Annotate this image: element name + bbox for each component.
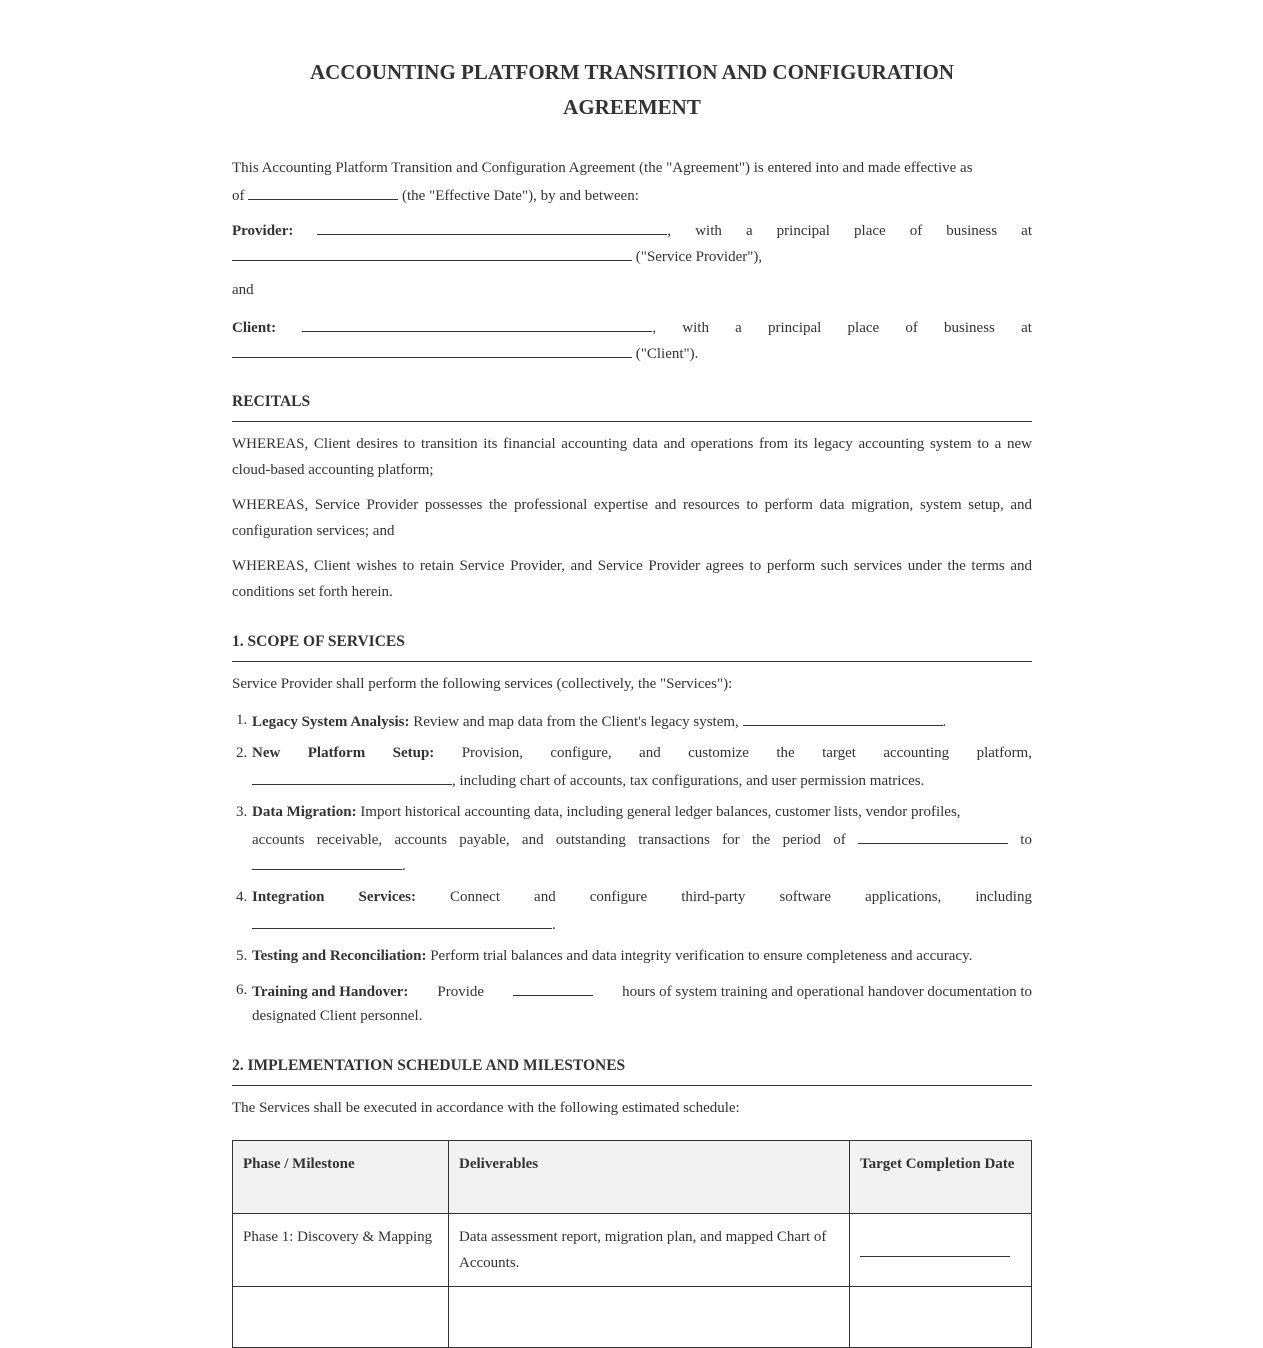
table-header-row bbox=[233, 1141, 1032, 1214]
provider-line bbox=[232, 216, 1032, 244]
legacy-system-blank[interactable] bbox=[743, 707, 943, 726]
column-header: Target Completion Date bbox=[850, 1141, 1032, 1214]
intro-effective-date-text: (the "Effective Date"), by and between: bbox=[402, 188, 639, 204]
item-word: configure, bbox=[550, 745, 612, 761]
completion-date-blank[interactable] bbox=[860, 1238, 1010, 1257]
intro-of: of bbox=[232, 188, 245, 204]
item-word: software bbox=[779, 889, 832, 905]
item-word: to bbox=[1020, 832, 1032, 848]
item-word: accounts bbox=[252, 832, 305, 848]
item-title: Data Migration: bbox=[252, 804, 357, 820]
item-title: New bbox=[252, 745, 281, 761]
item-title: Legacy System Analysis: bbox=[252, 714, 410, 730]
scope-heading: 1. SCOPE OF SERVICES bbox=[232, 631, 1032, 662]
schedule-intro: The Services shall be executed in accordance with the following estimated schedule: bbox=[232, 1100, 740, 1116]
item-word: and bbox=[534, 889, 556, 905]
provider-word: with bbox=[695, 223, 722, 239]
item-title: Integration bbox=[252, 889, 325, 905]
column-header: Deliverables bbox=[449, 1141, 850, 1214]
list-number: 3. bbox=[236, 804, 248, 820]
item-text: designated Client personnel. bbox=[252, 1008, 423, 1024]
provider-comma: , bbox=[667, 223, 672, 239]
schedule-heading: 2. IMPLEMENTATION SCHEDULE AND MILESTONES bbox=[232, 1055, 1032, 1086]
item-word: for bbox=[722, 832, 740, 848]
item-word: third-party bbox=[681, 889, 746, 905]
item-word: transactions bbox=[638, 832, 710, 848]
item-word: platform, bbox=[976, 745, 1032, 761]
item-word: the bbox=[751, 832, 771, 848]
client-label: Client: bbox=[232, 320, 277, 336]
item-text: Perform trial balances and data integrity verification to ensure completeness and accuracy. bbox=[430, 948, 973, 964]
provider-word: a bbox=[745, 223, 753, 239]
provider-word: at bbox=[1021, 223, 1032, 239]
item-word: and bbox=[639, 745, 661, 761]
item-title: Setup: bbox=[392, 745, 435, 761]
item-word: including bbox=[975, 889, 1032, 905]
and-text: and bbox=[232, 282, 254, 298]
item-word: outstanding bbox=[555, 832, 626, 848]
provider-label: Provider: bbox=[232, 223, 294, 239]
provider-suffix: ("Service Provider"), bbox=[635, 249, 763, 265]
item-text: Review and map data from the Client's legacy system, bbox=[413, 714, 739, 730]
client-word: place bbox=[847, 320, 880, 336]
item-end: . bbox=[552, 917, 556, 933]
title-line-2: AGREEMENT bbox=[563, 95, 701, 119]
title-line-1: ACCOUNTING PLATFORM TRANSITION AND CONFIGURATION bbox=[309, 60, 955, 84]
item-word: the bbox=[776, 745, 795, 761]
column-header: Phase / Milestone bbox=[233, 1141, 449, 1214]
effective-date-blank[interactable] bbox=[248, 181, 398, 200]
list-number: 5. bbox=[236, 948, 248, 964]
client-word: of bbox=[905, 320, 918, 336]
list-number: 1. bbox=[236, 712, 248, 728]
item-word: Provide bbox=[437, 984, 485, 1000]
intro-text: This Accounting Platform Transition and Configuration Agreement (the "Agreement") is entered into and made effective as bbox=[232, 160, 973, 176]
client-word: business bbox=[944, 320, 995, 336]
item-title: Services: bbox=[358, 889, 416, 905]
client-word: principal bbox=[768, 320, 822, 336]
intro-line-2 bbox=[232, 181, 1032, 209]
item-word: Connect bbox=[450, 889, 501, 905]
provider-word: principal bbox=[776, 223, 830, 239]
schedule-table bbox=[232, 1140, 1032, 1348]
provider-word: place bbox=[854, 223, 886, 239]
client-address-blank[interactable] bbox=[232, 339, 632, 358]
recital-paragraph: WHEREAS, Service Provider possesses the professional expertise and resources to perform data migration, system setup, and configuration services; and bbox=[232, 497, 1032, 539]
item-word: Provision, bbox=[461, 745, 523, 761]
item-word: receivable, bbox=[316, 832, 383, 848]
provider-word: business bbox=[946, 223, 998, 239]
item-word: period bbox=[782, 832, 821, 848]
recitals-heading: RECITALS bbox=[232, 391, 1032, 422]
table-cell-phase: Phase 1: Discovery & Mapping bbox=[233, 1214, 449, 1287]
item-title: Platform bbox=[307, 745, 366, 761]
intro-paragraph bbox=[232, 155, 1032, 181]
table-row bbox=[233, 1214, 1032, 1287]
item-text: Import historical accounting data, including general ledger balances, customer lists, vendor profiles, bbox=[360, 804, 961, 820]
provider-word: of bbox=[909, 223, 923, 239]
provider-address-blank[interactable] bbox=[232, 242, 632, 261]
item-word: customize bbox=[688, 745, 749, 761]
item-text: hours of system training and operational handover documentation to bbox=[622, 984, 1032, 1000]
item-word: accounting bbox=[883, 745, 950, 761]
client-suffix: ("Client"). bbox=[635, 346, 699, 362]
item-word: and bbox=[521, 832, 544, 848]
client-comma: , bbox=[652, 320, 657, 336]
list-number: 2. bbox=[236, 745, 248, 761]
item-title: Testing and Reconciliation: bbox=[252, 948, 427, 964]
list-number: 6. bbox=[236, 982, 248, 998]
client-name-blank[interactable] bbox=[302, 313, 652, 332]
training-hours-blank[interactable] bbox=[513, 977, 593, 996]
list-number: 4. bbox=[236, 889, 248, 905]
document-title bbox=[232, 55, 1032, 125]
item-end: . bbox=[402, 858, 406, 874]
client-word: a bbox=[735, 320, 742, 336]
item-word: accounts bbox=[394, 832, 447, 848]
client-word: with bbox=[682, 320, 709, 336]
item-text: , including chart of accounts, tax configurations, and user permission matrices. bbox=[452, 773, 925, 789]
period-start-blank[interactable] bbox=[858, 825, 1008, 844]
item-end: . bbox=[942, 714, 947, 730]
provider-name-blank[interactable] bbox=[317, 216, 667, 235]
scope-intro: Service Provider shall perform the following services (collectively, the "Services"): bbox=[232, 676, 733, 692]
item-word: of bbox=[833, 832, 846, 848]
client-word: at bbox=[1021, 320, 1032, 336]
recital-paragraph: WHEREAS, Client wishes to retain Service Provider, and Service Provider agrees to perform such services under the terms and conditions set forth herein. bbox=[232, 558, 1032, 600]
item-word: target bbox=[822, 745, 856, 761]
table-cell-date bbox=[850, 1214, 1032, 1287]
period-end-blank[interactable] bbox=[252, 851, 402, 870]
integrations-blank[interactable] bbox=[252, 910, 552, 929]
item-word: configure bbox=[589, 889, 648, 905]
target-platform-blank[interactable] bbox=[252, 766, 452, 785]
provider-address-line bbox=[232, 242, 1032, 270]
item-word: applications, bbox=[865, 889, 942, 905]
client-line bbox=[232, 313, 1032, 341]
item-title: Training and Handover: bbox=[252, 984, 409, 1000]
recital-paragraph: WHEREAS, Client desires to transition its financial accounting data and operations from its legacy accounting system to a new cloud-based accounting platform; bbox=[232, 436, 1032, 478]
client-address-line bbox=[232, 339, 1032, 367]
table-cell-deliverables: Data assessment report, migration plan, and mapped Chart of Accounts. bbox=[449, 1214, 850, 1287]
item-word: payable, bbox=[459, 832, 510, 848]
